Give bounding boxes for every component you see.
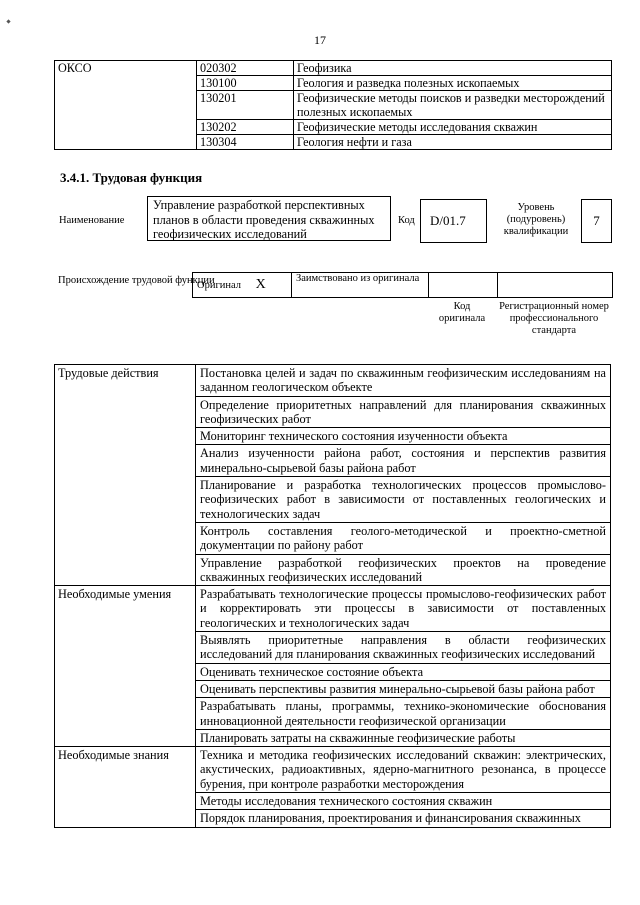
- section-title: Необходимые знания: [55, 747, 196, 827]
- origin-table: [192, 272, 613, 298]
- original-label: Оригинал: [197, 279, 241, 291]
- detail-row: [55, 747, 611, 793]
- function-name-box: Управление разработкой перспективных планов в области проведения скважинных геофизических исследований: [147, 196, 391, 241]
- name-label: Наименование: [59, 215, 125, 226]
- okso-code: 130201: [197, 91, 294, 120]
- okso-label: ОКСО: [55, 61, 197, 150]
- code-original-cell: [429, 273, 498, 298]
- code-value-box: D/01.7: [420, 199, 487, 243]
- origin-label: Происхождение трудовой функции: [58, 275, 215, 286]
- original-mark: X: [255, 276, 266, 292]
- okso-name: Геология нефти и газа: [294, 135, 612, 150]
- okso-row: [55, 61, 612, 76]
- okso-name: Геофизика: [294, 61, 612, 76]
- level-label: Уровень (подуровень) квалификации: [503, 202, 569, 237]
- detail-row: [55, 365, 611, 397]
- section-item: Планирование и разработка технологических процессов промыслово-геофизических работ в зависимости от поставленных геологических и технологических задач: [196, 477, 611, 523]
- reg-number-label: Регистрационный номер профессионального стандарта: [499, 301, 609, 336]
- reg-number-cell: [498, 273, 613, 298]
- okso-name: Геофизические методы поисков и разведки месторождений полезных ископаемых: [294, 91, 612, 120]
- page-number: 17: [314, 33, 326, 47]
- section-item: Управление разработкой геофизических проектов на проведение скважинных геофизических исследований: [196, 554, 611, 586]
- okso-code: 130100: [197, 76, 294, 91]
- section-item: Разрабатывать технологические процессы промыслово-геофизических работ и корректировать эти процессы в зависимости от поставленных геологических и технологических задач: [196, 586, 611, 632]
- section-item: Мониторинг технического состояния изученности объекта: [196, 428, 611, 445]
- okso-table: [54, 60, 612, 150]
- code-label: Код: [398, 215, 415, 226]
- section-title: Трудовые действия: [55, 365, 196, 586]
- okso-name: Геология и разведка полезных ископаемых: [294, 76, 612, 91]
- okso-code: 130304: [197, 135, 294, 150]
- okso-code: 130202: [197, 120, 294, 135]
- section-item: Техника и методика геофизических исследований скважин: электрических, акустических, радиоактивных, ядерно-магнитного резонанса, в процессе бурения, при контроле разработки месторождения: [196, 747, 611, 793]
- section-item: Выявлять приоритетные направления в области геофизических исследований для планирования скважинных геофизических исследований: [196, 632, 611, 664]
- okso-name: Геофизические методы исследования скважин: [294, 120, 612, 135]
- section-heading: 3.4.1. Трудовая функция: [60, 170, 203, 185]
- scan-mark: [6, 19, 10, 23]
- section-item: Планировать затраты на скважинные геофизические работы: [196, 729, 611, 746]
- okso-code: 020302: [197, 61, 294, 76]
- section-item: Разрабатывать планы, программы, технико-экономические обоснования инновационной деятельности геофизической организации: [196, 698, 611, 730]
- section-item: Оценивать техническое состояние объекта: [196, 663, 611, 680]
- section-item: Определение приоритетных направлений для планирования скважинных геофизических работ: [196, 396, 611, 428]
- section-item: Контроль составления геолого-методической и проектно-сметной документации по району работ: [196, 522, 611, 554]
- section-item: Постановка целей и задач по скважинным геофизическим исследованиям на заданном геологическом объекте: [196, 365, 611, 397]
- section-item: Оценивать перспективы развития минерально-сырьевой базы района работ: [196, 680, 611, 697]
- code-original-label: Код оригинала: [438, 301, 486, 324]
- section-item: Анализ изученности района работ, состояния и перспектив развития минерально-сырьевой базы района работ: [196, 445, 611, 477]
- function-details-table: [54, 364, 611, 828]
- detail-row: [55, 586, 611, 632]
- original-cell: [193, 273, 292, 298]
- section-item: Порядок планирования, проектирования и финансирования скважинных: [196, 810, 611, 827]
- borrowed-cell: Заимствовано из оригинала: [292, 273, 429, 298]
- section-title: Необходимые умения: [55, 586, 196, 747]
- level-value-box: 7: [581, 199, 612, 243]
- section-item: Методы исследования технического состояния скважин: [196, 793, 611, 810]
